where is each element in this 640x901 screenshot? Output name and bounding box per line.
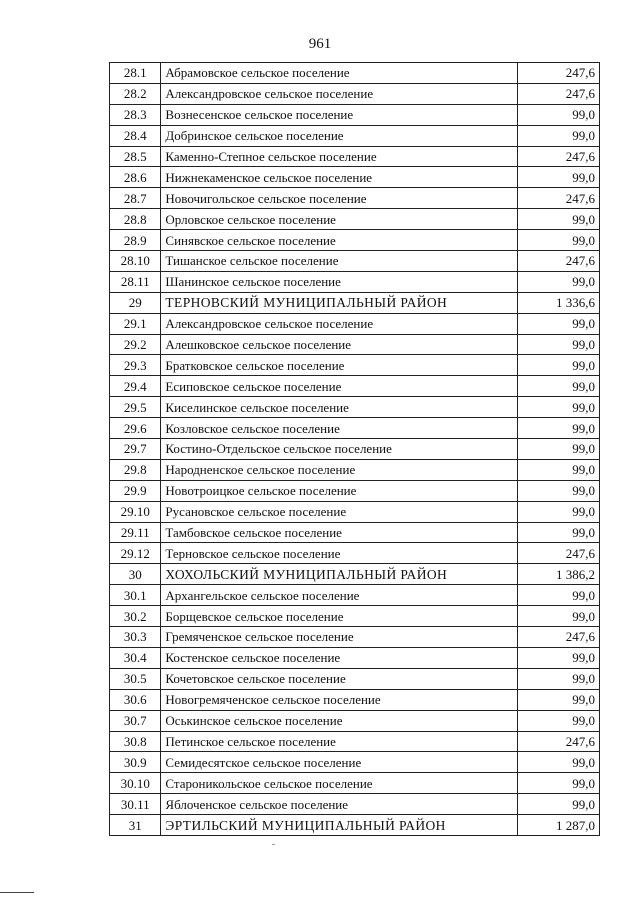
table-row (110, 334, 600, 355)
table-row (110, 522, 600, 543)
row-value: 1 336,6 (518, 292, 600, 313)
row-value: 99,0 (518, 104, 600, 125)
row-value: 99,0 (518, 167, 600, 188)
row-number: 29.3 (110, 355, 161, 376)
row-name: Киселинское сельское поселение (161, 397, 518, 418)
row-value: 99,0 (518, 397, 600, 418)
row-name: Александровское сельское поселение (161, 313, 518, 334)
table-row (110, 731, 600, 752)
table-row (110, 543, 600, 564)
row-name: Кочетовское сельское поселение (161, 668, 518, 689)
table-row (110, 125, 600, 146)
row-number: 31 (110, 815, 161, 836)
table-row (110, 668, 600, 689)
table-row (110, 397, 600, 418)
row-name: Каменно-Степное сельское поселение (161, 146, 518, 167)
row-number: 30 (110, 564, 161, 585)
row-number: 29.1 (110, 313, 161, 334)
row-name: Тишанское сельское поселение (161, 251, 518, 272)
row-name: Архангельское сельское поселение (161, 585, 518, 606)
row-number: 28.7 (110, 188, 161, 209)
row-name: Абрамовское сельское поселение (161, 63, 518, 84)
row-value: 99,0 (518, 606, 600, 627)
row-name: Вознесенское сельское поселение (161, 104, 518, 125)
footer-mark (0, 892, 34, 893)
row-name: ЭРТИЛЬСКИЙ МУНИЦИПАЛЬНЫЙ РАЙОН (161, 815, 518, 836)
table-row (110, 418, 600, 439)
row-number: 30.4 (110, 647, 161, 668)
row-name: Народненское сельское поселение (161, 459, 518, 480)
row-value: 247,6 (518, 83, 600, 104)
row-name: Борщевское сельское поселение (161, 606, 518, 627)
row-name: Терновское сельское поселение (161, 543, 518, 564)
row-value: 99,0 (518, 752, 600, 773)
table-row (110, 251, 600, 272)
row-value: 247,6 (518, 63, 600, 84)
row-name: Костенское сельское поселение (161, 647, 518, 668)
row-value: 99,0 (518, 522, 600, 543)
table-row (110, 501, 600, 522)
row-name: Староникольское сельское поселение (161, 773, 518, 794)
table-row (110, 63, 600, 84)
row-value: 247,6 (518, 627, 600, 648)
row-name: Петинское сельское поселение (161, 731, 518, 752)
row-number: 28.10 (110, 251, 161, 272)
district-row (110, 292, 600, 313)
row-number: 29.8 (110, 459, 161, 480)
table-row (110, 647, 600, 668)
row-number: 29.6 (110, 418, 161, 439)
row-value: 1 287,0 (518, 815, 600, 836)
row-number: 29.11 (110, 522, 161, 543)
row-value: 99,0 (518, 647, 600, 668)
row-value: 1 386,2 (518, 564, 600, 585)
row-number: 29 (110, 292, 161, 313)
row-value: 99,0 (518, 501, 600, 522)
row-number: 28.3 (110, 104, 161, 125)
district-row (110, 564, 600, 585)
row-value: 99,0 (518, 355, 600, 376)
row-name: Гремяченское сельское поселение (161, 627, 518, 648)
district-row (110, 815, 600, 836)
table-row (110, 230, 600, 251)
table-row (110, 752, 600, 773)
table-row (110, 376, 600, 397)
row-value: 247,6 (518, 251, 600, 272)
row-number: 29.2 (110, 334, 161, 355)
row-value: 99,0 (518, 794, 600, 815)
row-name: Братковское сельское поселение (161, 355, 518, 376)
row-value: 99,0 (518, 376, 600, 397)
row-number: 29.12 (110, 543, 161, 564)
row-value: 99,0 (518, 459, 600, 480)
row-number: 28.2 (110, 83, 161, 104)
row-number: 29.10 (110, 501, 161, 522)
row-value: 247,6 (518, 731, 600, 752)
row-value: 99,0 (518, 334, 600, 355)
row-name: Шанинское сельское поселение (161, 271, 518, 292)
row-name: Алешковское сельское поселение (161, 334, 518, 355)
row-number: 29.4 (110, 376, 161, 397)
table-body (110, 63, 600, 836)
budget-table (109, 62, 600, 836)
table-row (110, 459, 600, 480)
row-name: Тамбовское сельское поселение (161, 522, 518, 543)
row-name: ХОХОЛЬСКИЙ МУНИЦИПАЛЬНЫЙ РАЙОН (161, 564, 518, 585)
table-row (110, 585, 600, 606)
table-row (110, 606, 600, 627)
row-number: 28.1 (110, 63, 161, 84)
row-name: Костино-Отдельское сельское поселение (161, 439, 518, 460)
row-number: 30.5 (110, 668, 161, 689)
row-value: 99,0 (518, 209, 600, 230)
table-row (110, 689, 600, 710)
table-row (110, 146, 600, 167)
scan-artifact (272, 844, 275, 845)
row-value: 99,0 (518, 668, 600, 689)
row-name: Козловское сельское поселение (161, 418, 518, 439)
row-name: Орловское сельское поселение (161, 209, 518, 230)
row-value: 247,6 (518, 188, 600, 209)
row-number: 30.3 (110, 627, 161, 648)
table-row (110, 188, 600, 209)
table-row (110, 627, 600, 648)
row-name: Яблоченское сельское поселение (161, 794, 518, 815)
table-row (110, 271, 600, 292)
row-number: 28.9 (110, 230, 161, 251)
row-value: 99,0 (518, 313, 600, 334)
row-number: 30.9 (110, 752, 161, 773)
row-number: 30.7 (110, 710, 161, 731)
row-number: 30.6 (110, 689, 161, 710)
row-value: 99,0 (518, 230, 600, 251)
row-value: 99,0 (518, 773, 600, 794)
row-name: Добринское сельское поселение (161, 125, 518, 146)
row-name: Новочигольское сельское поселение (161, 188, 518, 209)
row-number: 30.1 (110, 585, 161, 606)
row-number: 30.2 (110, 606, 161, 627)
row-value: 99,0 (518, 439, 600, 460)
row-number: 29.9 (110, 480, 161, 501)
row-value: 247,6 (518, 543, 600, 564)
table-row (110, 439, 600, 460)
table-row (110, 794, 600, 815)
row-value: 99,0 (518, 480, 600, 501)
row-value: 99,0 (518, 689, 600, 710)
row-name: Нижнекаменское сельское поселение (161, 167, 518, 188)
row-number: 28.5 (110, 146, 161, 167)
row-name: Русановское сельское поселение (161, 501, 518, 522)
row-value: 99,0 (518, 125, 600, 146)
row-value: 99,0 (518, 418, 600, 439)
row-name: ТЕРНОВСКИЙ МУНИЦИПАЛЬНЫЙ РАЙОН (161, 292, 518, 313)
table-row (110, 480, 600, 501)
row-number: 30.10 (110, 773, 161, 794)
row-name: Александровское сельское поселение (161, 83, 518, 104)
table-row (110, 83, 600, 104)
table-row (110, 167, 600, 188)
row-value: 99,0 (518, 271, 600, 292)
row-number: 30.8 (110, 731, 161, 752)
row-name: Новотроицкое сельское поселение (161, 480, 518, 501)
row-value: 99,0 (518, 585, 600, 606)
row-name: Синявское сельское поселение (161, 230, 518, 251)
row-number: 28.11 (110, 271, 161, 292)
row-number: 28.6 (110, 167, 161, 188)
row-number: 29.7 (110, 439, 161, 460)
table-row (110, 355, 600, 376)
row-number: 28.8 (110, 209, 161, 230)
table-row (110, 313, 600, 334)
table-row (110, 104, 600, 125)
page-number: 961 (308, 36, 332, 52)
row-name: Оськинское сельское поселение (161, 710, 518, 731)
row-value: 247,6 (518, 146, 600, 167)
row-number: 28.4 (110, 125, 161, 146)
row-name: Есиповское сельское поселение (161, 376, 518, 397)
row-number: 30.11 (110, 794, 161, 815)
table-row (110, 773, 600, 794)
row-number: 29.5 (110, 397, 161, 418)
row-name: Новогремяченское сельское поселение (161, 689, 518, 710)
row-name: Семидесятское сельское поселение (161, 752, 518, 773)
row-value: 99,0 (518, 710, 600, 731)
table-row (110, 710, 600, 731)
table-row (110, 209, 600, 230)
